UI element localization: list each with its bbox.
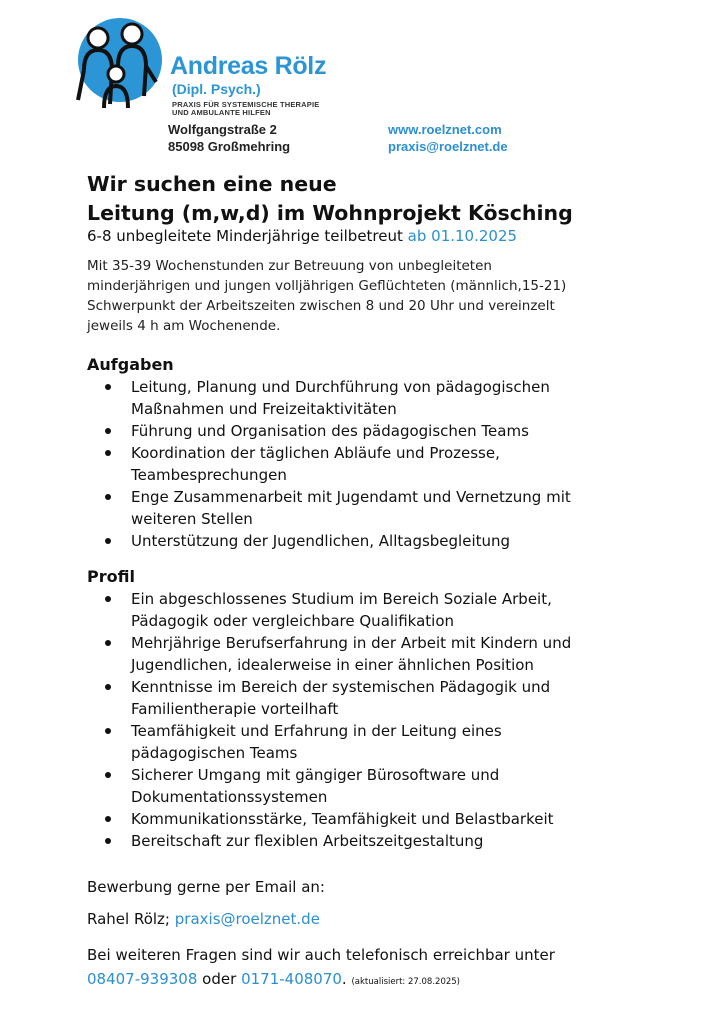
list-item: Führung und Organisation des pädagogischen Teams (87, 420, 647, 442)
bullet-icon (105, 538, 111, 544)
list-item: Kenntnisse im Bereich der systemischen Pädagogik und Familientherapie vorteilhaft (87, 676, 647, 720)
list-item: Leitung, Planung und Durchführung von pädagogischen Maßnahmen und Freizeitaktivitäten (87, 376, 647, 420)
list-item: Enge Zusammenarbeit mit Jugendamt und Vernetzung mit weiteren Stellen (87, 486, 647, 530)
apply-email-link[interactable]: praxis@roelznet.de (174, 910, 320, 928)
logo (70, 12, 400, 130)
bullet-icon (105, 838, 111, 844)
logo-tagline (172, 101, 319, 117)
title-line: Wir suchen eine neue (87, 172, 337, 196)
intro-line: Schwerpunkt der Arbeitszeiten zwischen 8 und 20 Uhr und vereinzelt (87, 298, 555, 314)
phone-line (87, 970, 460, 988)
list-item: Koordination der täglichen Abläufe und Prozesse, Teambesprechungen (87, 442, 647, 486)
bullet-icon (105, 428, 111, 434)
bullet-icon (105, 596, 111, 602)
email-link[interactable]: praxis@roelznet.de (388, 139, 508, 154)
list-item: Teamfähigkeit und Erfahrung in der Leitung eines pädagogischen Teams (87, 720, 647, 764)
family-logo-icon (70, 12, 170, 130)
bullet-icon (105, 684, 111, 690)
list-item: Mehrjährige Berufserfahrung in der Arbeit mit Kindern und Jugendlichen, idealerweise in einer ähnlichen Position (87, 632, 647, 676)
street: Wolfgangstraße 2 (168, 122, 277, 137)
logo-name: Andreas Rölz (170, 52, 327, 80)
bullet-icon (105, 640, 111, 646)
website-link[interactable]: www.roelznet.com (388, 122, 502, 137)
apply-contact (87, 910, 320, 928)
bullet-icon (105, 728, 111, 734)
oder-text: oder (202, 970, 237, 988)
profil-list (87, 588, 647, 852)
updated-note: (aktualisiert: 27.08.2025) (351, 977, 460, 987)
subtitle (87, 227, 517, 245)
city: 85098 Großmehring (168, 139, 291, 154)
bullet-icon (105, 494, 111, 500)
address (168, 121, 290, 155)
bullet-icon (105, 772, 111, 778)
intro-paragraph (87, 256, 647, 336)
intro-line: minderjährigen und jungen volljährigen Geflüchteten (männlich,15-21) (87, 278, 567, 294)
page-title (87, 170, 573, 228)
contact-info (388, 121, 508, 155)
bullet-icon (105, 384, 111, 390)
period: . (341, 970, 347, 988)
intro-line: Mit 35-39 Wochenstunden zur Betreuung von unbegleiteten (87, 258, 492, 274)
logo-tagline-line: PRAXIS FÜR SYSTEMISCHE THERAPIE (172, 100, 320, 109)
list-item: Unterstützung der Jugendlichen, Alltagsbegleitung (87, 530, 647, 552)
logo-subtitle: (Dipl. Psych.) (172, 81, 261, 97)
section-heading-profil: Profil (87, 567, 135, 586)
phone-instruction: Bei weiteren Fragen sind wir auch telefonisch erreichbar unter (87, 946, 555, 964)
subtitle-text: 6-8 unbegleitete Minderjährige teilbetreut (87, 227, 403, 245)
aufgaben-list (87, 376, 647, 552)
list-item: Kommunikationsstärke, Teamfähigkeit und Belastbarkeit (87, 808, 647, 830)
list-item: Ein abgeschlossenes Studium im Bereich Soziale Arbeit, Pädagogik oder vergleichbare Qualifikation (87, 588, 647, 632)
intro-line: jeweils 4 h am Wochenende. (87, 318, 281, 334)
phone-link-2[interactable]: 0171-408070 (241, 970, 342, 988)
start-date: ab 01.10.2025 (407, 227, 518, 245)
apply-instruction: Bewerbung gerne per Email an: (87, 878, 325, 896)
phone-link-1[interactable]: 08407-939308 (87, 970, 198, 988)
bullet-icon (105, 816, 111, 822)
list-item: Bereitschaft zur flexiblen Arbeitszeitgestaltung (87, 830, 647, 852)
section-heading-aufgaben: Aufgaben (87, 355, 174, 374)
bullet-icon (105, 450, 111, 456)
title-line: Leitung (m,w,d) im Wohnprojekt Kösching (87, 201, 573, 225)
logo-tagline-line: UND AMBULANTE HILFEN (172, 108, 271, 117)
list-item: Sicherer Umgang mit gängiger Bürosoftware und Dokumentationssystemen (87, 764, 647, 808)
contact-name: Rahel Rölz; (87, 910, 170, 928)
